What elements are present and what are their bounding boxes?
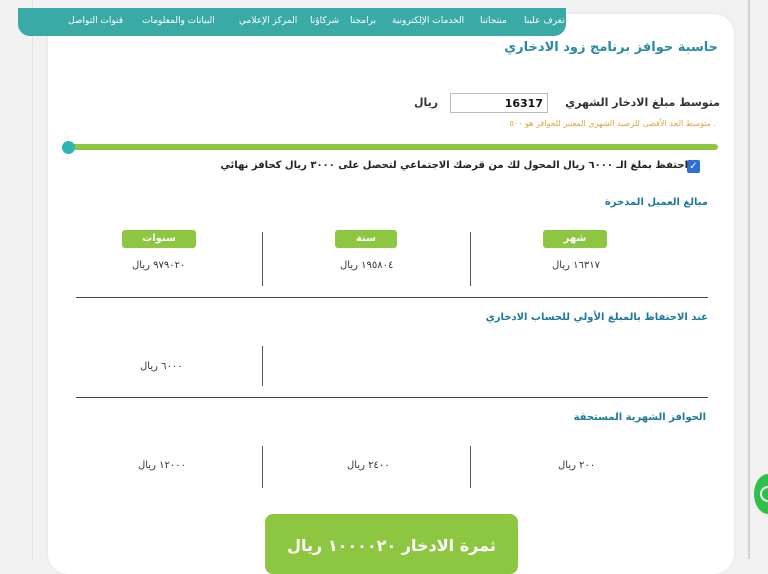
whatsapp-icon[interactable] bbox=[754, 474, 768, 514]
monthly-currency-label: ريال bbox=[414, 96, 439, 109]
keep-amount-checkbox[interactable]: ✓ bbox=[687, 160, 700, 173]
column-divider bbox=[262, 232, 263, 286]
section-divider bbox=[76, 397, 708, 398]
years-saved-value: ٩٧٩٠٢٠ ريال bbox=[132, 260, 186, 271]
nav-item-programs[interactable]: برامجنا bbox=[350, 16, 377, 26]
month-incentive-value: ٢٠٠ ريال bbox=[558, 460, 596, 471]
savings-result-box bbox=[265, 514, 518, 574]
nav-item-media-center[interactable]: المركز الإعلامي bbox=[239, 16, 298, 26]
month-saved-value: ١٦٣١٧ ريال bbox=[552, 260, 600, 271]
savings-slider-track[interactable] bbox=[62, 144, 718, 150]
column-divider bbox=[262, 446, 263, 488]
calculator-title: حاسبة حوافز برنامج زود الادخاري bbox=[504, 40, 718, 55]
saved-amounts-title: مبالغ العميل المدخرة bbox=[604, 197, 708, 208]
incentives-title: الحوافز الشهرية المستحقة bbox=[573, 412, 706, 423]
nav-item-contact[interactable]: قنوات التواصل bbox=[68, 16, 124, 26]
years-pill: سنوات bbox=[122, 230, 196, 248]
initial-amount-value: ٦٠٠٠ ريال bbox=[140, 361, 183, 372]
savings-result-text: ثمرة الادخار ١٠٠٠٠٢٠ ريال bbox=[287, 536, 496, 555]
top-nav bbox=[18, 8, 566, 36]
column-divider bbox=[470, 232, 471, 286]
nav-item-eservices[interactable]: الخدمات الإلكترونية bbox=[392, 16, 465, 26]
column-divider bbox=[470, 446, 471, 488]
years-incentive-value: ١٢٠٠٠ ريال bbox=[138, 460, 186, 471]
left-border bbox=[32, 0, 33, 559]
nav-item-products[interactable]: منتجاتنا bbox=[480, 16, 507, 26]
monthly-savings-label: متوسط مبلغ الادخار الشهري bbox=[565, 96, 720, 109]
limit-hint: متوسط الحد الأقصى للرصيد الشهري المعتبر للحوافز هو ٥٠٠ . bbox=[509, 119, 716, 128]
savings-slider-handle[interactable] bbox=[62, 141, 75, 154]
year-pill: سنة bbox=[335, 230, 397, 248]
nav-item-partners[interactable]: شركاؤنا bbox=[310, 16, 340, 26]
right-border bbox=[748, 0, 750, 559]
nav-item-data[interactable]: البيانات والمعلومات bbox=[142, 16, 215, 26]
column-divider bbox=[262, 346, 263, 386]
nav-item-about[interactable]: تعرف علينا bbox=[524, 16, 565, 26]
year-saved-value: ١٩٥٨٠٤ ريال bbox=[340, 260, 394, 271]
initial-amount-title: عند الاحتفاظ بالمبلغ الأولي للحساب الادخاري bbox=[485, 312, 708, 323]
monthly-savings-input[interactable] bbox=[450, 93, 548, 113]
keep-amount-label: احتفظ بملغ الـ ٦٠٠٠ ريال المحول لك من قرضك الاجتماعي لتحصل على ٣٠٠٠ ريال كحافز نهائي bbox=[220, 160, 688, 171]
section-divider bbox=[76, 297, 708, 298]
whatsapp-icon-glyph bbox=[760, 486, 768, 502]
month-pill: شهر bbox=[543, 230, 607, 248]
year-incentive-value: ٢٤٠٠ ريال bbox=[347, 460, 390, 471]
